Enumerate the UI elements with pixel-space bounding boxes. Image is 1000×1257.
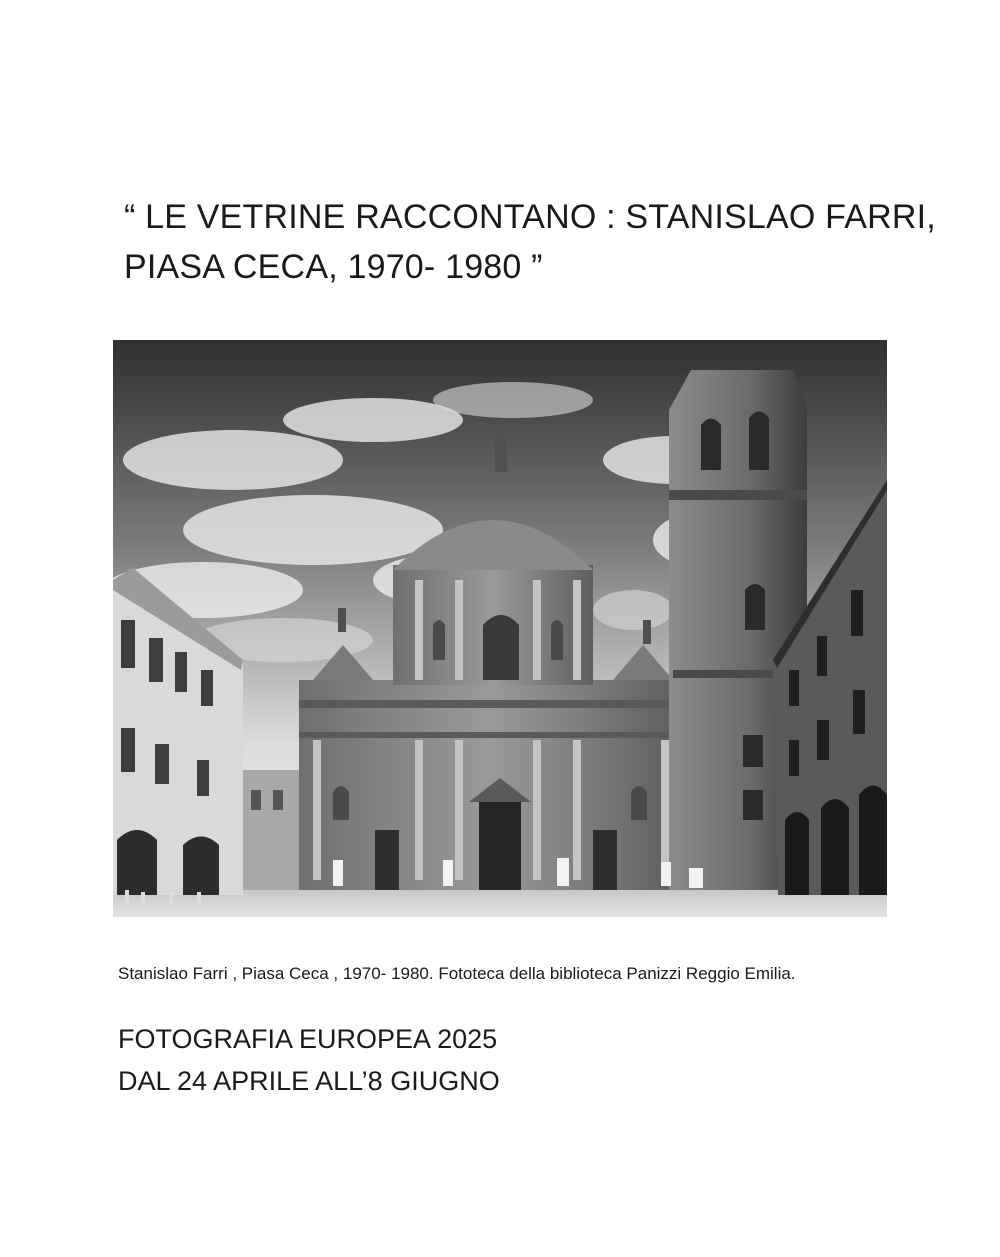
event-dates: DAL 24 APRILE ALL’8 GIUGNO bbox=[118, 1066, 500, 1096]
event-info bbox=[118, 1018, 500, 1102]
title-line-2: PIASA CECA, 1970- 1980 ” bbox=[124, 248, 543, 286]
church-photograph bbox=[113, 340, 887, 917]
document-title bbox=[124, 192, 944, 292]
church-photograph-illustration bbox=[113, 340, 887, 917]
title-line-1: “ LE VETRINE RACCONTANO : STANISLAO FARRI, bbox=[124, 198, 936, 236]
photo-caption: Stanislao Farri , Piasa Ceca , 1970- 1980. Fototeca della biblioteca Panizzi Reggio Emilia. bbox=[118, 964, 796, 983]
event-name: FOTOGRAFIA EUROPEA 2025 bbox=[118, 1024, 498, 1054]
